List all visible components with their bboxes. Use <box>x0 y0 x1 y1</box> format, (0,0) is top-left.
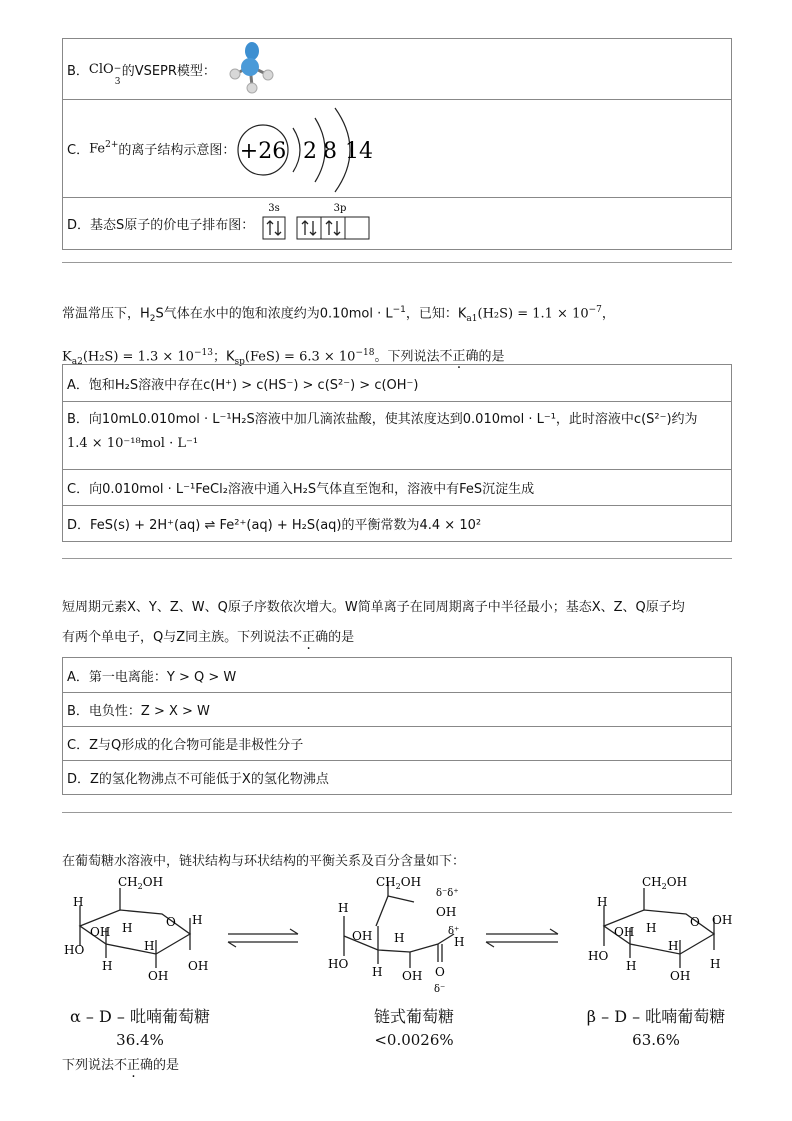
q2-stem <box>62 598 732 648</box>
svg-text:OH: OH <box>670 969 691 983</box>
vsepr-model-icon <box>220 40 290 98</box>
svg-text:CH2OH: $CH_2OH$ <box>642 876 688 891</box>
svg-text:H: H <box>372 965 383 979</box>
svg-text:CH2OH: $CH_2OH$ <box>118 876 164 891</box>
q1-options-table <box>62 364 732 542</box>
q2-stem-line-1: 短周期元素X、Y、Z、W、Q原子序数依次增大。W简单离子在同周期离子中半径最小；基态X、Z、Q原子均 <box>62 600 685 615</box>
fe-ion-formula: $Fe^{2+}$ <box>89 140 119 157</box>
svg-text:OH: OH <box>614 925 635 939</box>
svg-text:OH: OH <box>436 905 457 919</box>
option-c-prefix: C． <box>67 143 90 158</box>
q2-option-a: A．第一电离能：Y > Q > W <box>67 669 237 685</box>
alpha-caption: α – D – 吡喃葡萄糖 36.4% <box>70 1007 210 1049</box>
svg-text:H: H <box>626 959 637 973</box>
q0-option-d <box>63 197 731 249</box>
q1-stem <box>62 300 732 372</box>
svg-text:H: H <box>102 959 113 973</box>
svg-text:H: H <box>394 931 405 945</box>
ion-structure-diagram <box>235 104 385 194</box>
svg-text:H: H <box>454 935 465 949</box>
clo3-formula: ClO − 3 <box>88 61 122 87</box>
divider-3 <box>62 812 732 813</box>
svg-text:H: H <box>646 921 657 935</box>
q1-stem-line-2: $K_{a2}(H_2S) = 1.3 \times 10^{-13}$；$K_{sp}(FeS) = 6.3 \times 10^{-18}$。下列说法不正确的是 <box>62 347 505 367</box>
glucose-equilibrium-diagram <box>58 876 738 1006</box>
svg-text:δ⁺: δ⁺ <box>448 926 460 937</box>
option-d-label: D．基态S原子的价电子排布图： <box>67 218 255 233</box>
svg-text:OH: OH <box>402 969 423 983</box>
label-3p: 3p <box>333 202 347 214</box>
svg-text:HO: HO <box>328 957 349 971</box>
svg-text:δ⁻δ⁺: δ⁻δ⁺ <box>436 888 459 899</box>
shell-2-count: 8 <box>323 138 338 164</box>
q2-option-c: C．Z与Q形成的化合物可能是非极性分子 <box>63 726 731 760</box>
emphasis-not-correct: 不正确 <box>114 1058 154 1073</box>
svg-text:OH: OH <box>90 925 111 939</box>
nucleus-charge: +26 <box>240 138 287 164</box>
beta-caption: β – D – 吡喃葡萄糖 63.6% <box>586 1007 726 1049</box>
q2-options-table <box>62 657 732 795</box>
svg-text:H: H <box>668 939 679 953</box>
q3-stem: 在葡萄糖水溶液中，链状结构与环状结构的平衡关系及百分含量如下： <box>62 854 466 869</box>
svg-text:OH: OH <box>712 913 733 927</box>
q1-option-c: C．向0.010mol · L⁻¹FeCl₂溶液中通入H₂S气体直至饱和，溶液中有FeS沉淀生成 <box>63 469 731 505</box>
q2-option-b: B．电负性：Z > X > W <box>63 692 731 726</box>
svg-text:H: H <box>73 895 84 909</box>
svg-text:O: O <box>435 965 445 979</box>
svg-text:H: H <box>144 939 155 953</box>
svg-text:OH: OH <box>352 929 373 943</box>
q1-option-b: B．向10mL0.010mol · L⁻¹H₂S溶液中加几滴浓盐酸，使其浓度达到0.010mol · L⁻¹，此时溶液中c(S²⁻)约为 1.4 × 10⁻¹⁸mol · L⁻¹ <box>63 401 731 469</box>
open-chain-caption: 链式葡萄糖 <0.0026% <box>373 1007 454 1049</box>
svg-text:H: H <box>338 901 349 915</box>
svg-text:O: O <box>166 915 176 929</box>
svg-text:HO: HO <box>588 949 609 963</box>
emphasis-not-correct: 不正确 <box>289 630 329 645</box>
svg-text:OH: OH <box>188 959 209 973</box>
svg-text:H: H <box>122 921 133 935</box>
q0-option-c <box>63 99 731 197</box>
equilibrium-arrow-right <box>486 929 558 947</box>
divider-1 <box>62 262 732 263</box>
svg-text:H: H <box>597 895 608 909</box>
svg-text:H: H <box>710 957 721 971</box>
svg-text:HO: HO <box>64 943 85 957</box>
svg-text:δ⁻: δ⁻ <box>434 984 446 995</box>
option-b-label: 的VSEPR模型： <box>121 63 216 79</box>
equilibrium-arrow-left <box>228 929 298 947</box>
q1-stem-line-1: 常温常压下，$H_2S$气体在水中的饱和浓度约为$0.10mol \cdot L^{-1}$，已知：$K_{a1}(H_2S) = 1.1 \times 10^{-7}$， <box>62 305 615 324</box>
q0-options-table <box>62 38 732 250</box>
q0-option-b <box>63 39 731 99</box>
q3-footer: 下列说法不正确的是 <box>62 1058 180 1073</box>
valence-orbital-diagram <box>254 201 394 247</box>
svg-text:H: H <box>192 913 203 927</box>
label-3s: 3s <box>268 202 281 214</box>
option-b-prefix: B． <box>67 63 89 79</box>
emphasis-not-correct: 不正确 <box>439 349 479 365</box>
shell-3-count: 14 <box>345 138 374 164</box>
divider-2 <box>62 558 732 559</box>
open-chain-labels <box>328 876 464 995</box>
q2-stem-line-2: 有两个单电子，Q与Z同主族。下列说法不正确的是 <box>62 630 355 645</box>
svg-text:CH2OH: $CH_2OH$ <box>376 876 422 891</box>
option-c-label: 的离子结构示意图： <box>118 143 236 158</box>
svg-text:O: O <box>690 915 700 929</box>
q1-option-a: A．饱和H₂S溶液中存在c(H⁺) > c(HS⁻) > c(S²⁻) > c(OH⁻) <box>67 377 419 393</box>
q1-option-d: D．FeS(s) + 2H⁺(aq) ⇌ Fe²⁺(aq) + H₂S(aq)的平衡常数为4.4 × 10² <box>63 505 731 541</box>
q2-option-d: D．Z的氢化物沸点不可能低于X的氢化物沸点 <box>63 760 731 794</box>
shell-1-count: 2 <box>303 138 318 164</box>
svg-text:OH: OH <box>148 969 169 983</box>
